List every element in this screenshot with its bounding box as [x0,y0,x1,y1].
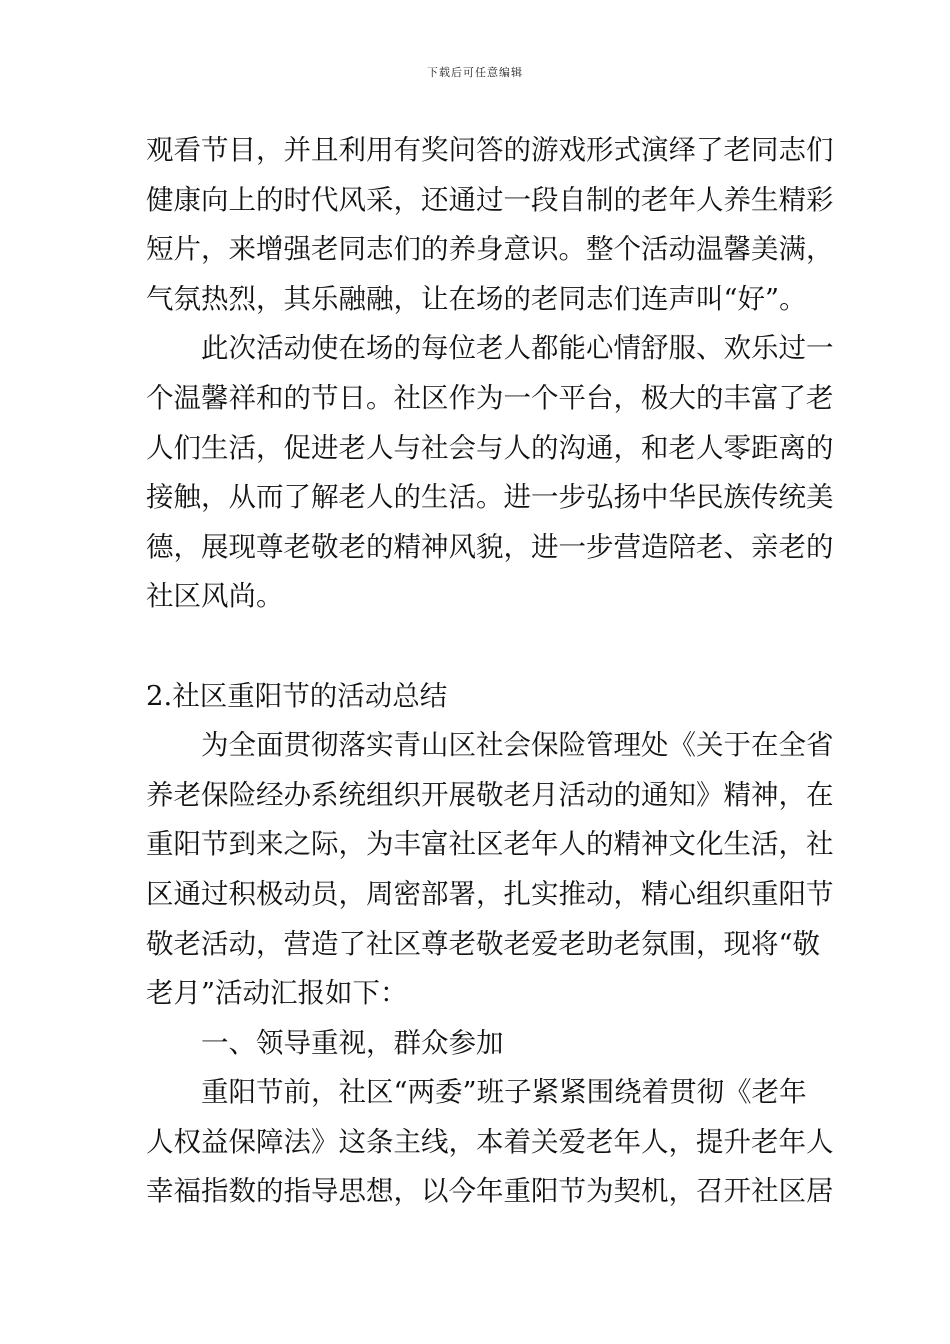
text-line: 老月”活动汇报如下： [146,977,408,1010]
paragraph [146,1068,834,1217]
text-line: 重阳节前，社区“两委”班子紧紧围绕着贯彻《老年 [201,1076,807,1109]
text-line: 接触，从而了解老人的生活。进一步弘扬中华民族传统美 [146,481,834,514]
text-line: 德，展现尊老敬老的精神风貌，进一步营造陪老、亲老的 [146,530,834,563]
text-line: 养老保险经办系统组织开展敬老月活动的通知》精神，在 [146,778,834,811]
subsection-heading: 一、领导重视，群众参加 [201,1026,504,1059]
text-line: 此次活动使在场的每位老人都能心情舒服、欢乐过一 [201,332,834,365]
text-line: 人权益保障法》这条主线，本着关爱老年人，提升老年人 [146,1125,834,1158]
text-line: 个温馨祥和的节日。社区作为一个平台，极大的丰富了老 [146,381,834,414]
text-line: 敬老活动，营造了社区尊老敬老爱老助老氛围，现将“敬 [146,927,821,960]
page-header: 下载后可任意编辑 [427,66,523,79]
text-line: 健康向上的时代风采，还通过一段自制的老年人养生精彩 [146,183,834,216]
paragraph [146,721,834,1019]
paragraph [146,324,834,622]
text-line: 观看节目，并且利用有奖问答的游戏形式演绎了老同志们 [146,134,834,166]
text-line: 人们生活，促进老人与社会与人的沟通，和老人零距离的 [146,431,834,464]
text-line: 短片，来增强老同志们的养身意识。整个活动温馨美满， [146,233,834,266]
text-line: 为全面贯彻落实青山区社会保险管理处《关于在全省 [201,729,834,762]
text-line: 气氛热烈，其乐融融，让在场的老同志们连声叫“好”。 [146,282,807,315]
text-line: 重阳节到来之际，为丰富社区老年人的精神文化生活，社 [146,828,834,861]
document-body [146,126,834,1217]
section-heading: 2.社区重阳节的活动总结 [146,679,448,712]
blank-line [146,622,806,672]
text-line: 幸福指数的指导思想，以今年重阳节为契机，召开社区居 [146,1175,834,1208]
paragraph [146,126,834,324]
text-line: 社区风尚。 [146,580,284,613]
text-line: 区通过积极动员，周密部署，扎实推动，精心组织重阳节 [146,877,834,910]
